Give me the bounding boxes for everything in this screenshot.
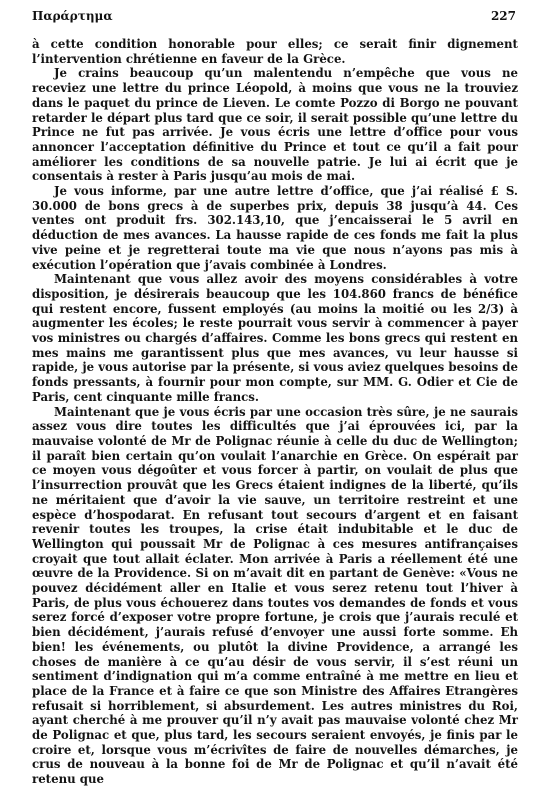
paragraph: à cette condition honorable pour elles; ce serait finir dignement l’intervention chrétienne en faveur de la Grèce. bbox=[32, 37, 518, 66]
paragraph: Maintenant que je vous écris par une occasion très sûre, je ne saurais assez vous dire toutes les difficultés que j’ai éprouvées ici, par la mauvaise volonté de Mr de Polignac réunie à celle du duc de Wellington; il paraît bien certain qu’on voulait l’anarchie en Grèce. On espérait par ce moyen vous dégoûter et vous forcer à partir, on voulait de plus que l’insurrection prouvât que les Grecs étaient indignes de la liberté, qu’ils ne méritaient que d’avoir la vie sauve, un territoire restreint et une espèce d’hospodarat. En refusant tout secours d’argent et en faisant revenir toutes les troupes, la crise était indubitable et le duc de Wellington qui poussait Mr de Polignac à ces mesures antifrançaises croyait que tout allait éclater. Mon arrivée à Paris a réellement été une œuvre de la Providence. Si on m’avait dit en partant de Genève: «Vous ne pouvez décidément aller en Italie et vous serez retenu tout l’hiver à Paris, de plus vous échouerez dans toutes vos demandes de fonds et vous serez forcé d’exposer votre propre fortune, je crois que j’aurais reculé et bien décidément, j’aurais refusé d’envoyer une aussi forte somme. Eh bien! les événements, ou plutôt la divine Providence, a arrangé les choses de manière à ce qu’au désir de vous servir, il s’est réuni un sentiment d’indignation qui m’a comme entraîné à me mettre en lieu et place de la France et à faire ce que son Ministre des Affaires Etrangères refusait si horriblement, si absurdement. Les autres ministres du Roi, ayant cherché à me prouver qu’il n’y avait pas mauvaise volonté chez Mr de Polignac et que, plus tard, les secours seraient envoyés, je finis par le croire et, lorsque vous m’écrivîtes de faire de nouvelles démarches, je crus de nouveau à la bonne foi de Mr de Polignac et qu’il n’avait été retenu que bbox=[32, 404, 518, 787]
paragraph: Je crains beaucoup qu’un malentendu n’empêche que vous ne receviez une lettre du prince Léopold, à moins que vous ne la trouviez dans le paquet du prince de Lieven. Le comte Pozzo di Borgo ne pouvant retarder le départ plus tard que ce soir, il serait possible qu’une lettre du Prince ne fut pas arrivée. Je vous écris une lettre d’office pour vous annoncer l’acceptation définitive du Prince et tout ce qu’il a fait pour améliorer les conditions de sa nouvelle patrie. Je lui ai écrit que je consentais à rester à Paris jusqu’au mois de mai. bbox=[32, 66, 518, 184]
paragraph: Maintenant que vous allez avoir des moyens considérables à votre disposition, je désirerais beaucoup que les 104.860 francs de bénéfice qui restent encore, fussent employés (au moins la moitié ou les 2/3) à augmenter les écoles; le reste pourrait vous servir à commencer à payer vos ministres ou chargés d’affaires. Comme les bons grecs qui restent en mes mains me garantissent plus que mes avances, vu leur hausse si rapide, je vous autorise par la présente, si vous aviez quelques besoins de fonds pressants, à fournir pour mon compte, sur MM. G. Odier et Cie de Paris, cent cinquante mille francs. bbox=[32, 272, 518, 404]
paragraph: Je vous informe, par une autre lettre d’office, que j’ai réalisé £ S. 30.000 de bons grecs à de superbes prix, depuis 38 jusqu’à 44. Ces ventes ont produit frs. 302.143,10, que j’encaisserai le 5 avril en déduction de mes avances. La hausse rapide de ces fonds me fait la plus vive peine et je regretterai toute ma vie que nous n’ayons pas mis à exécution l’opération que j’avais combinée à Londres. bbox=[32, 184, 518, 272]
page-number: 227 bbox=[490, 9, 516, 23]
body-text bbox=[32, 37, 518, 787]
section-title: Παράρτημα bbox=[32, 9, 113, 23]
running-head bbox=[32, 9, 516, 27]
